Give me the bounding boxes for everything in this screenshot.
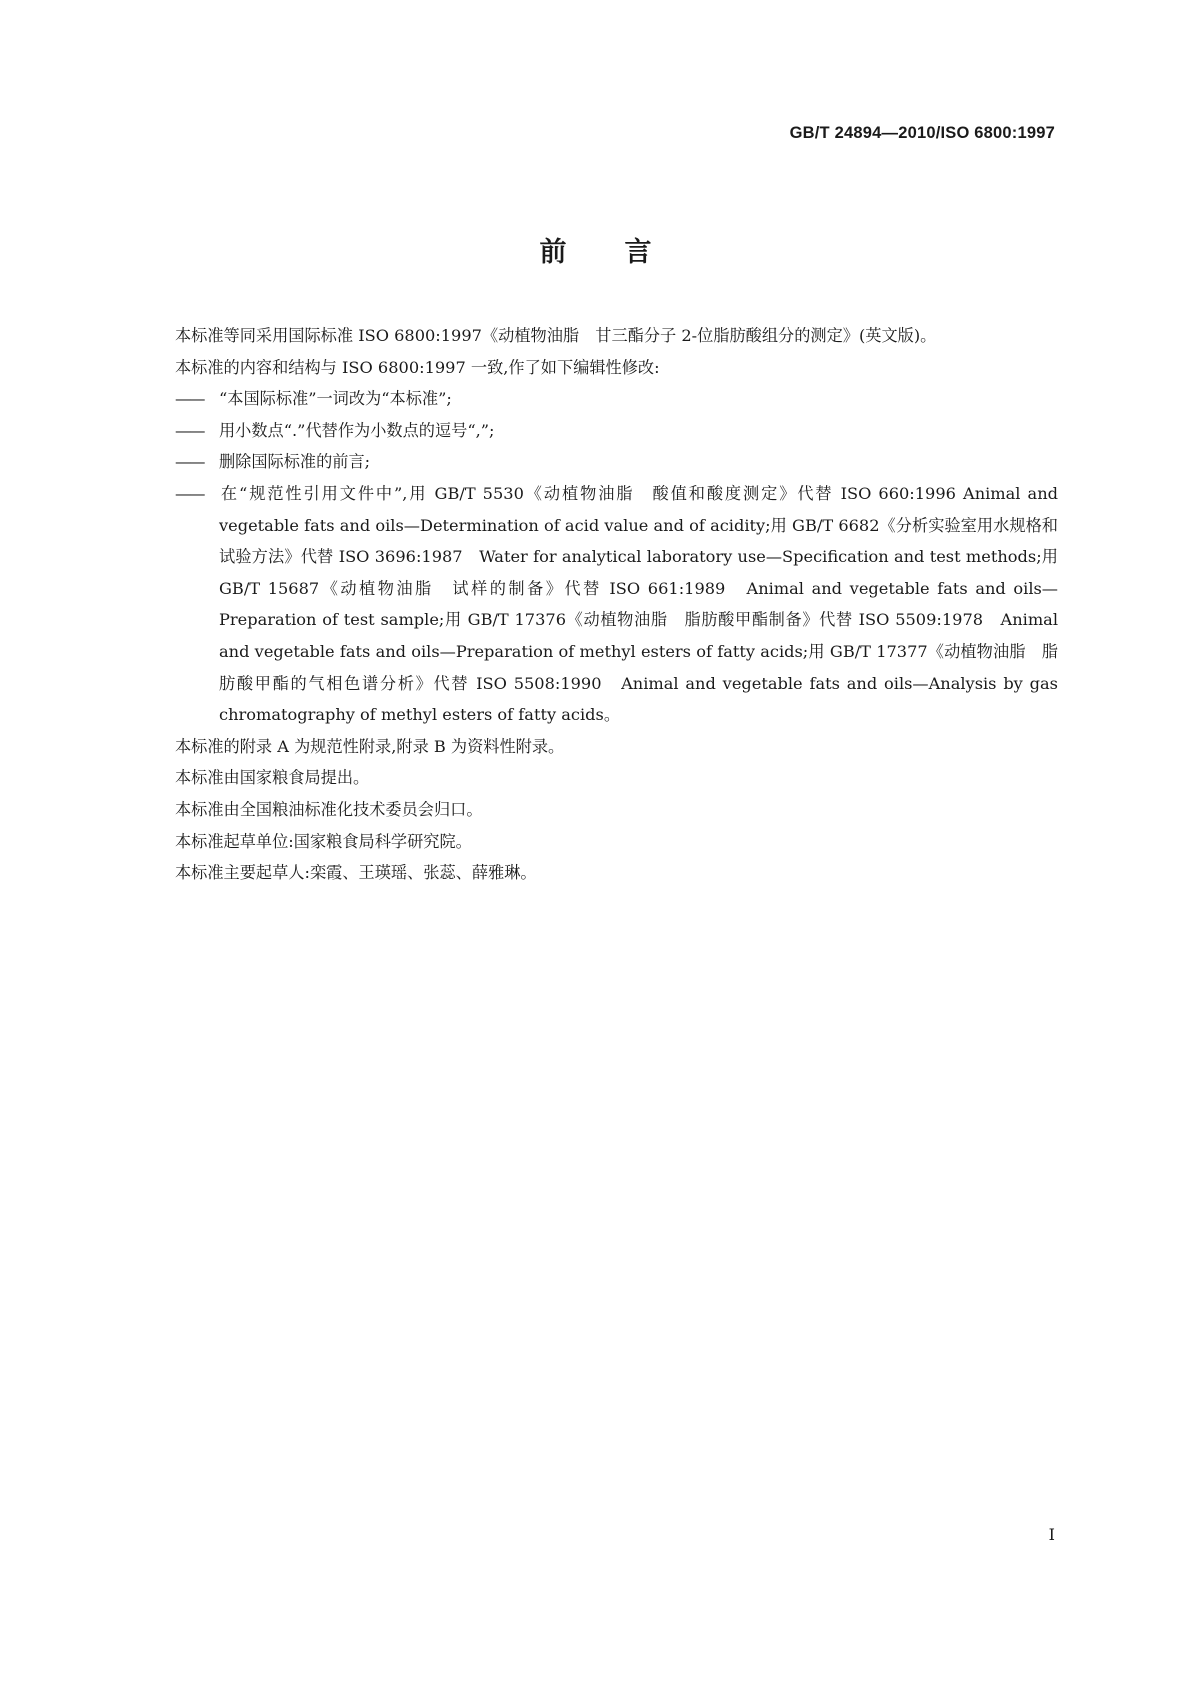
modification-text: 用小数点“.”代替作为小数点的逗号“,”;: [219, 420, 495, 440]
modification-text: 删除国际标准的前言;: [219, 452, 371, 472]
dash-marker: ——: [175, 483, 204, 503]
modification-item-2: [133, 415, 1058, 447]
dash-marker: ——: [175, 420, 204, 440]
standard-code-header: GB/T 24894—2010/ISO 6800:1997: [789, 124, 1055, 142]
modification-text: 在“规范性引用文件中”,用 GB/T 5530《动植物油脂 酸值和酸度测定》代替 ISO 660:1996 Animal and vegetable fats and oils—Determination of acid value and of acidity;用 GB/T 6682《分析实验室用水规格和试验方法》代替 ISO 3696:1987 Water for analytical laboratory use—Specification and test methods;用 GB/T 15687《动植物油脂 试样的制备》代替 ISO 661:1989 Animal and vegetable fats and oils—Preparation of test sample;用 GB/T 17376《动植物油脂 脂肪酸甲酯制备》代替 ISO 5509:1978 Animal and vegetable fats and oils—Preparation of methyl esters of fatty acids;用 GB/T 17377《动植物油脂 脂肪酸甲酯的气相色谱分析》代替 ISO 5508:1990 Animal and vegetable fats and oils—Analysis by gas chromatography of methyl esters of fatty acids。: [219, 483, 1058, 725]
drafters-paragraph: 本标准主要起草人:栾霞、王瑛瑶、张蕊、薛雅琳。: [175, 863, 537, 883]
committee-paragraph: 本标准由全国粮油标准化技术委员会归口。: [175, 799, 483, 819]
modification-text: “本国际标准”一词改为“本标准”;: [219, 389, 452, 409]
proposer-paragraph: 本标准由国家粮食局提出。: [175, 768, 370, 788]
modification-item-4: [133, 478, 1058, 731]
structure-paragraph: 本标准的内容和结构与 ISO 6800:1997 一致,作了如下编辑性修改:: [175, 357, 660, 377]
adoption-paragraph: 本标准等同采用国际标准 ISO 6800:1997《动植物油脂 甘三酯分子 2-位脂肪酸组分的测定》(英文版)。: [175, 326, 937, 345]
page-number: I: [1048, 1525, 1055, 1544]
drafting-unit-paragraph: 本标准起草单位:国家粮食局科学研究院。: [175, 831, 472, 851]
annex-paragraph: 本标准的附录 A 为规范性附录,附录 B 为资料性附录。: [175, 736, 565, 756]
dash-marker: ——: [175, 389, 204, 409]
modification-item-1: [133, 383, 1058, 415]
dash-marker: ——: [175, 452, 204, 472]
page-title: 前言: [539, 237, 710, 268]
foreword-body: [133, 320, 1058, 889]
modification-item-3: [133, 446, 1058, 478]
